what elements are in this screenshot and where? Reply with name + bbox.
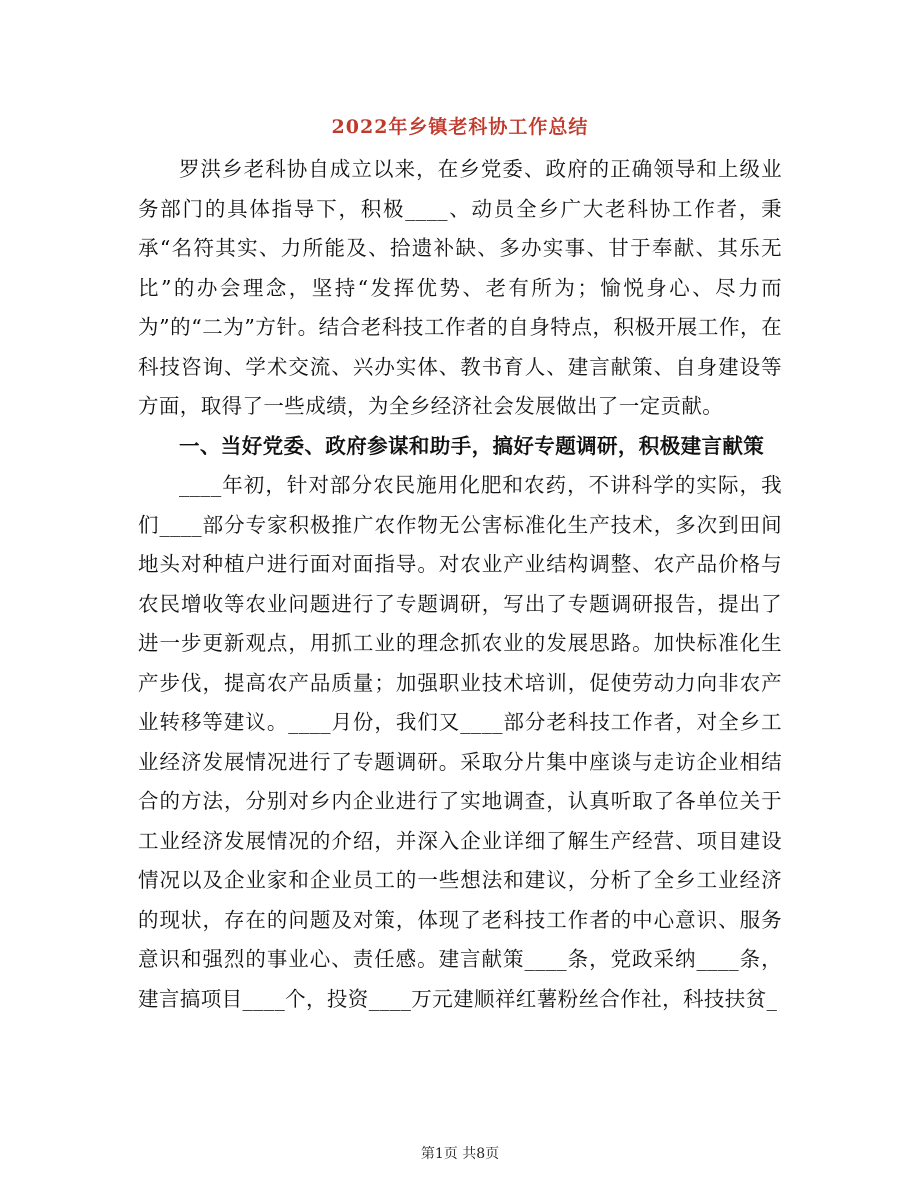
intro-paragraph: 罗洪乡老科协自成立以来，在乡党委、政府的正确领导和上级业务部门的具体指导下，积极____、动员全乡广大老科协工作者，秉承“名符其实、力所能及、拾遗补缺、多办实事、甘于奉献、其乐无比”的办会理念，坚持“发挥优势、老有所为；愉悦身心、尽力而为”的“二为”方针。结合老科技工作者的自身特点，积极开展工作，在科技咨询、学术交流、兴办实体、教书育人、建言献策、自身建设等方面，取得了一些成绩，为全乡经济社会发展做出了一定贡献。 [138,157,782,418]
section-1-paragraph: ____年初，针对部分农民施用化肥和农药，不讲科学的实际，我们____部分专家积极推广农作物无公害标准化生产技术，多次到田间地头对种植户进行面对面指导。对农业产业结构调整、农产品价格与农民增收等农业问题进行了专题调研，写出了专题调研报告，提出了进一步更新观点，用抓工业的理念抓农业的发展思路。加快标准化生产步伐，提高农产品质量；加强职业技术培训，促使劳动力向非农产业转移等建议。____月份，我们又____部分老科技工作者，对全乡工业经济发展情况进行了专题调研。采取分片集中座谈与走访企业相结合的方法，分别对乡内企业进行了实地调查，认真听取了各单位关于工业经济发展情况的介绍，并深入企业详细了解生产经营、项目建设情况以及企业家和企业员工的一些想法和建议，分析了全乡工业经济的现状，存在的问题及对策，体现了老科技工作者的中心意识、服务意识和强烈的事业心、责任感。建言献策____条，党政采纳____条，建言搞项目____个，投资____万元建顺祥红薯粉丝合作社，科技扶贫_ [138,473,782,1011]
document-body [138,150,782,1019]
document-title: 2022年乡镇老科协工作总结 [331,116,589,138]
section-heading-1: 一、当好党委、政府参谋和助手，搞好专题调研，积极建言献策 [179,433,765,458]
page-number-footer: 第1页 共8页 [420,1146,500,1162]
